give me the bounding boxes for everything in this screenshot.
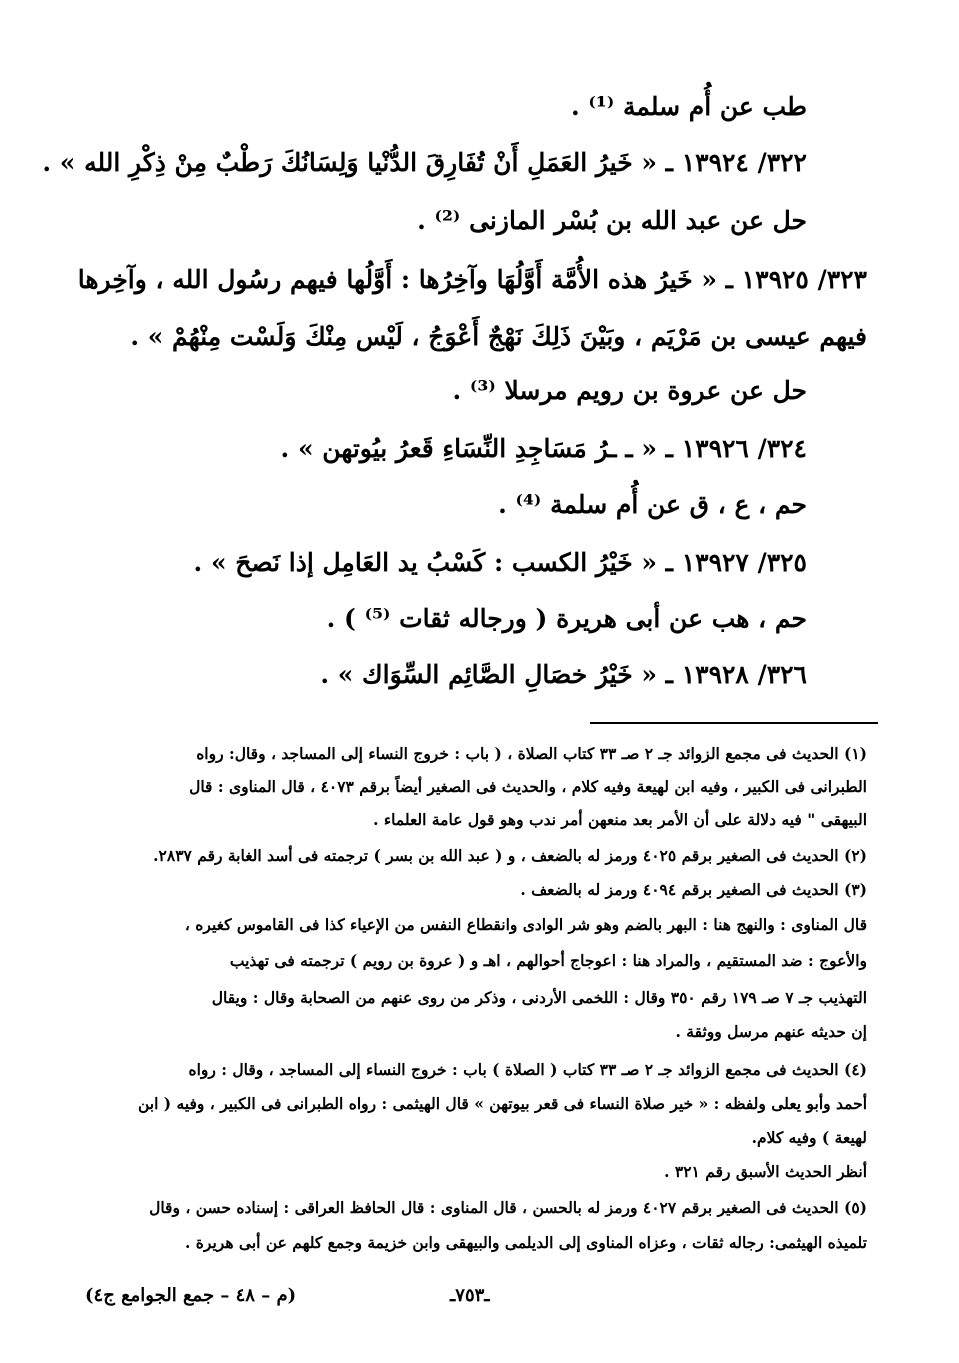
volume-reference: (م – ٤٨ – جمع الجوامع ج٤) [85,1285,297,1306]
footnote-line-2: الطبرانى فى الكبير ، وفيه ابن لهيعة وفيه كلام ، والحديث فى الصغير أيضاً برقم ٤٠٧٣ ، قال المناوى : قال [189,777,867,796]
footnote-line-8: التهذيب جـ ٧ صـ ١٧٩ رقم ٣٥٠ وقال : اللخمى الأردنى ، وذكر من روى عنهم من الصحابة وقال : ويقال [211,988,867,1007]
footnote-line-15: تلميذه الهيثمى: رجاله ثقات ، وعزاه المناوى إلى الديلمى والبيهقى وابن خزيمة وجمع كلهم عن أبى هريرة . [185,1233,867,1252]
main-line-7: ٣٢٤/ ١٣٩٢٦ ـ « ـ ـرُ مَسَاجِدِ النِّسَاءِ قَعرُ بيُوتهن » . [280,434,807,463]
main-line-8: حم ، ع ، ق عن أُم سلمة ⁽⁴⁾ . [498,490,807,519]
footnote-line-14: (٥) الحديث فى الصغير برقم ٤٠٢٧ ورمز له بالحسن ، قال المناوى : قال الحافظ العراقى : إسناده حسن ، وقال [149,1198,867,1217]
main-line-5: فيهم عيسى بن مَرْيَم ، وبَيْنَ ذَلِكَ نَهْجٌ أَعْوَجُ ، لَيْس مِنْكَ وَلَسْت مِنْهُمْ » . [130,322,867,351]
footnote-line-3: البيهقى " فيه دلالة على أن الأمر بعد منعهن أمر ندب وهو قول عامة العلماء . [373,810,867,829]
footnote-line-13: أنظر الحديث الأسبق رقم ٣٢١ . [664,1162,867,1181]
footnote-separator [590,722,878,724]
footnote-line-7: والأعوج : ضد المستقيم ، والمراد هنا : اعوجاج أحوالهم ، اهـ و ( عروة بن رويم ) ترجمته فى تهذيب [229,951,867,970]
footnote-line-12: لهيعة ) وفيه كلام. [751,1128,867,1147]
footnote-line-4: (٢) الحديث فى الصغير برقم ٤٠٢٥ ورمز له بالضعف ، و ( عبد الله بن بسر ) ترجمته فى أسد الغابة رقم ٢٨٣٧. [153,846,867,865]
footnote-line-9: إن حديثه عنهم مرسل ووثقة . [675,1022,867,1041]
main-line-3: حل عن عبد الله بن بُسْر المازنى ⁽²⁾ . [417,206,807,235]
main-line-11: ٣٢٦/ ١٣٩٢٨ ـ « خَيْرُ خصَالِ الصَّائِم السِّوَاك » . [320,660,807,689]
main-line-10: حم ، هب عن أبى هريرة ( ورجاله ثقات ⁽⁵⁾ ) . [326,604,807,633]
main-line-6: حل عن عروة بن رويم مرسلا ⁽³⁾ . [452,376,807,405]
footnote-line-11: أحمد وأبو يعلى ولفظه : « خير صلاة النساء فى قعر بيوتهن » قال الهيثمى : رواه الطبرانى فى الكبير ، وفيه ( ابن [137,1094,867,1113]
page-number: ـ٧٥٣ـ [450,1285,490,1306]
footnote-line-1: (١) الحديث فى مجمع الزوائد جـ ٢ صـ ٣٣ كتاب الصلاة ، ( باب : خروج النساء إلى المساجد ، وقال: رواه [196,744,867,763]
footnote-line-6: قال المناوى : والنهج هنا : البهر بالضم وهو شر الوادى وانقطاع النفس من الإعياء كذا فى القاموس كغيره ، [184,915,867,934]
footnote-line-10: (٤) الحديث فى مجمع الزوائد جـ ٢ صـ ٣٣ كتاب ( الصلاة ) باب : خروج النساء إلى المساجد ، وقال : رواه [188,1060,867,1079]
main-line-9: ٣٢٥/ ١٣٩٢٧ ـ « خَيْرُ الكسب : كَسْبُ يد العَامِل إذا نَصحَ » . [193,548,807,577]
main-line-4: ٣٢٣/ ١٣٩٢٥ ـ « خَيرُ هذه الأُمَّة أَوَّلُهَا وآخِرُها : أَوَّلُها فيهم رسُول الله ، وآخِرها [77,265,867,294]
main-line-2: ٣٢٢/ ١٣٩٢٤ ـ « خَيرُ العَمَلِ أَنْ تُفَارِقَ الدُّنْيا وَلِسَانُكَ رَطْبٌ مِنْ ذِكْرِ الله » . [42,148,807,177]
main-line-1: طب عن أُم سلمة ⁽¹⁾ . [571,92,807,121]
footnote-line-5: (٣) الحديث فى الصغير برقم ٤٠٩٤ ورمز له بالضعف . [520,880,867,899]
